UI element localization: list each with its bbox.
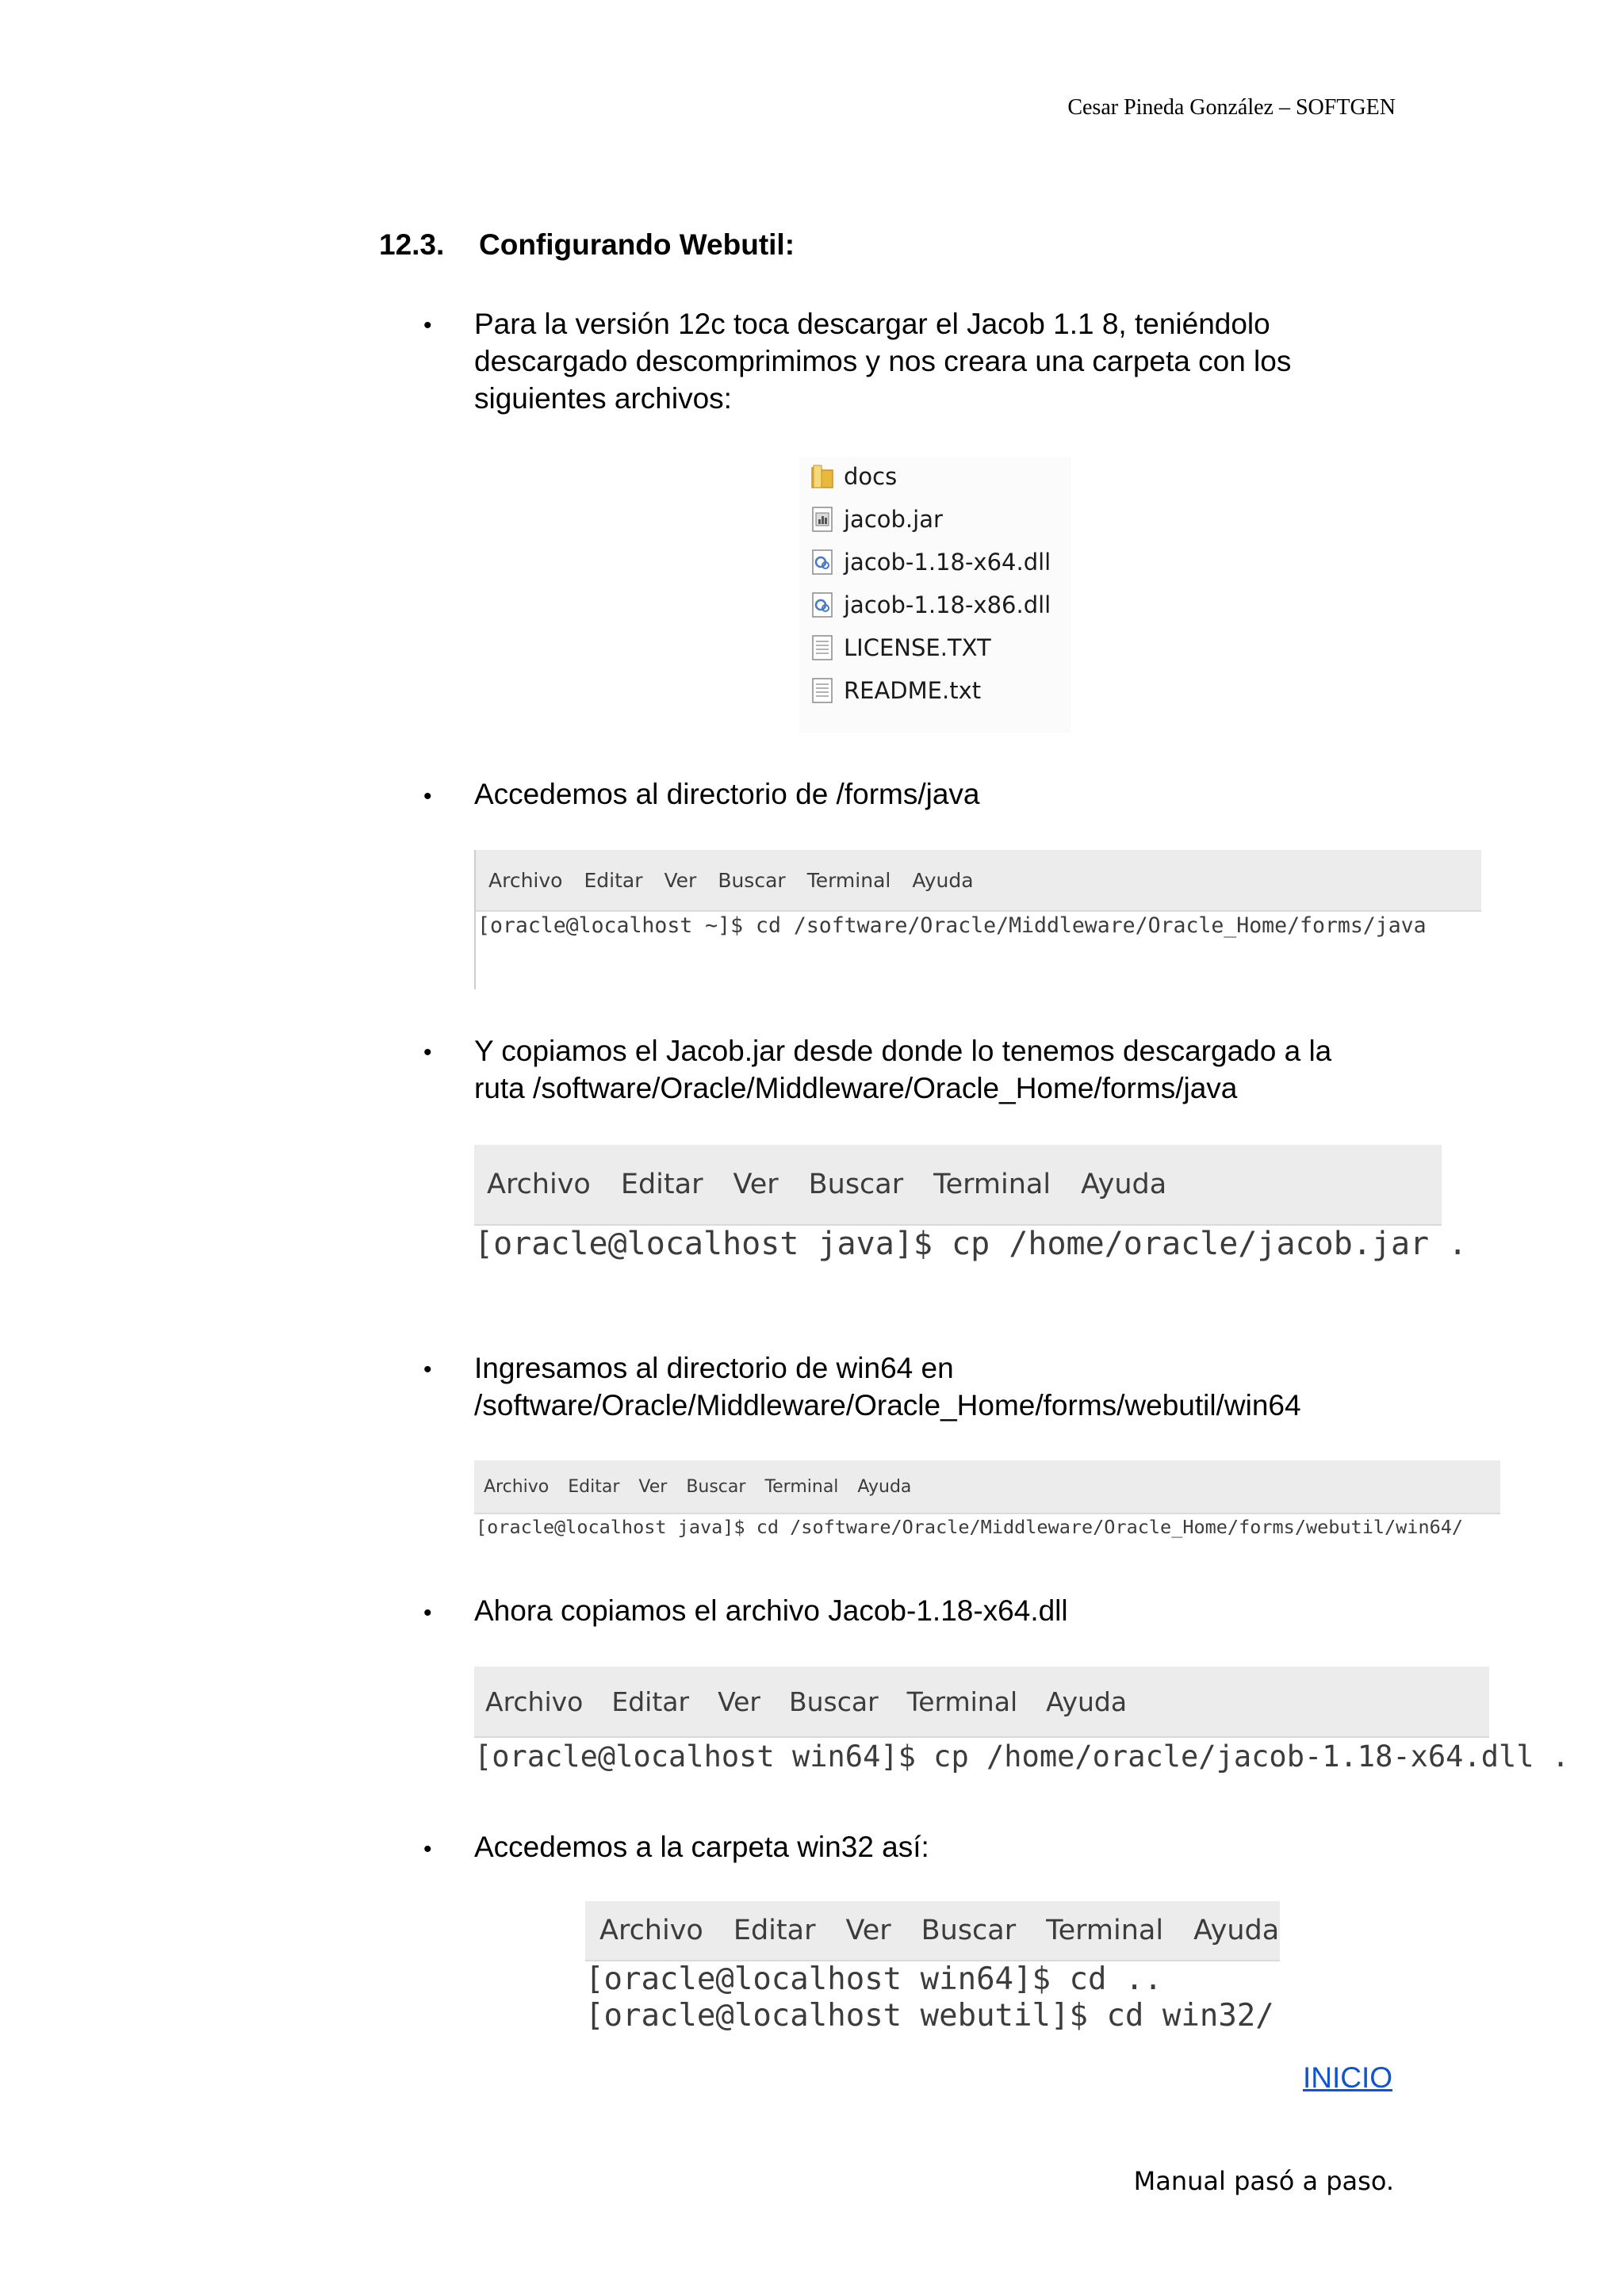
section-number: 12.3. bbox=[379, 228, 445, 261]
bullet-line: descargado descomprimimos y nos creara una carpeta con los bbox=[474, 345, 1292, 377]
jacob-folder-listing bbox=[799, 457, 1071, 733]
terminal-screenshot-cp-dll bbox=[474, 1667, 1570, 1785]
bullet-text-download-jacob bbox=[474, 305, 1426, 417]
bullet-marker: • bbox=[423, 1357, 432, 1383]
inicio-link[interactable]: INICIO bbox=[1302, 2061, 1392, 2094]
terminal-screenshot-cd-win32 bbox=[585, 1901, 1280, 2038]
bullet-marker: • bbox=[423, 1600, 432, 1626]
terminal-command-line: [oracle@localhost webutil]$ cd win32/ bbox=[585, 1998, 1274, 2034]
bullet-line: Para la versión 12c toca descargar el Jacob 1.1 8, teniéndolo bbox=[474, 308, 1270, 340]
file-name: jacob-1.18-x64.dll bbox=[844, 549, 1051, 576]
bullet-line: ruta /software/Oracle/Middleware/Oracle_Home/forms/java bbox=[474, 1072, 1238, 1104]
file-name: docs bbox=[844, 463, 898, 490]
menu-ayuda: Ayuda bbox=[1046, 1686, 1128, 1717]
menu-archivo: Archivo bbox=[488, 868, 563, 892]
bullet-text-copy-dll bbox=[474, 1592, 1426, 1629]
menu-ayuda: Ayuda bbox=[1081, 1169, 1167, 1200]
bullet-marker: • bbox=[423, 1039, 432, 1066]
menu-buscar: Buscar bbox=[788, 1686, 879, 1717]
menu-archivo: Archivo bbox=[485, 1686, 584, 1717]
menu-editar: Editar bbox=[611, 1686, 690, 1717]
bullet-text-access-win32 bbox=[474, 1828, 1426, 1866]
file-name: jacob.jar bbox=[844, 506, 943, 533]
jar-file-icon bbox=[810, 504, 834, 534]
file-row-jacob-x64-dll bbox=[810, 542, 1051, 582]
file-name: jacob-1.18-x86.dll bbox=[844, 591, 1051, 618]
menu-ayuda: Ayuda bbox=[1193, 1915, 1280, 1946]
terminal-menu-bar bbox=[476, 850, 1481, 912]
menu-terminal: Terminal bbox=[906, 1686, 1018, 1717]
menu-terminal: Terminal bbox=[933, 1169, 1051, 1200]
menu-archivo: Archivo bbox=[599, 1915, 703, 1946]
bullet-text-copy-jacob-jar bbox=[474, 1032, 1426, 1107]
section-title: Configurando Webutil: bbox=[479, 228, 795, 261]
file-row-license bbox=[810, 628, 991, 668]
menu-terminal: Terminal bbox=[764, 1476, 839, 1497]
menu-buscar: Buscar bbox=[921, 1915, 1017, 1946]
menu-buscar: Buscar bbox=[686, 1476, 746, 1497]
bullet-marker: • bbox=[423, 783, 432, 809]
bullet-text-enter-win64 bbox=[474, 1349, 1426, 1424]
section-heading bbox=[379, 228, 795, 262]
bullet-line: Ahora copiamos el archivo Jacob-1.18-x64.dll bbox=[474, 1594, 1068, 1627]
file-row-jacob-x86-dll bbox=[810, 585, 1051, 625]
terminal-command-line: [oracle@localhost win64]$ cd .. bbox=[585, 1961, 1162, 1997]
terminal-command-line: [oracle@localhost java]$ cp /home/oracle/jacob.jar . bbox=[474, 1226, 1468, 1262]
bullet-line: Ingresamos al directorio de win64 en bbox=[474, 1352, 954, 1384]
menu-ayuda: Ayuda bbox=[857, 1476, 912, 1497]
dll-file-icon bbox=[810, 590, 834, 620]
menu-editar: Editar bbox=[733, 1915, 816, 1946]
menu-terminal: Terminal bbox=[1046, 1915, 1164, 1946]
menu-editar: Editar bbox=[620, 1169, 703, 1200]
bullet-marker: • bbox=[423, 312, 432, 339]
terminal-screenshot-cp-jacob-jar bbox=[474, 1145, 1468, 1272]
file-name: README.txt bbox=[844, 677, 982, 704]
menu-buscar: Buscar bbox=[808, 1169, 904, 1200]
menu-archivo: Archivo bbox=[487, 1169, 591, 1200]
menu-ver: Ver bbox=[845, 1915, 891, 1946]
file-name: LICENSE.TXT bbox=[844, 634, 991, 661]
text-file-icon bbox=[810, 633, 834, 663]
terminal-command-line: [oracle@localhost ~]$ cd /software/Oracle/Middleware/Oracle_Home/forms/java bbox=[477, 913, 1427, 938]
menu-editar: Editar bbox=[584, 868, 643, 892]
file-row-docs bbox=[810, 457, 897, 496]
terminal-screenshot-cd-java bbox=[474, 850, 1481, 989]
menu-editar: Editar bbox=[568, 1476, 620, 1497]
terminal-command-line: [oracle@localhost win64]$ cp /home/oracle/jacob-1.18-x64.dll . bbox=[474, 1739, 1570, 1774]
text-file-icon bbox=[810, 675, 834, 706]
menu-terminal: Terminal bbox=[806, 868, 891, 892]
menu-ver: Ver bbox=[718, 1686, 760, 1717]
terminal-menu-bar bbox=[474, 1145, 1442, 1226]
bullet-line: Y copiamos el Jacob.jar desde donde lo tenemos descargado a la bbox=[474, 1035, 1332, 1067]
terminal-menu-bar bbox=[474, 1667, 1489, 1738]
menu-archivo: Archivo bbox=[484, 1476, 550, 1497]
bullet-text-access-java-dir bbox=[474, 775, 1426, 813]
file-row-readme bbox=[810, 671, 981, 710]
menu-ver: Ver bbox=[664, 868, 697, 892]
page-footer: Manual pasó a paso. bbox=[1133, 2166, 1394, 2196]
folder-icon bbox=[810, 461, 834, 492]
terminal-command-line: [oracle@localhost java]$ cd /software/Oracle/Middleware/Oracle_Home/forms/webutil/win64/ bbox=[476, 1516, 1464, 1538]
bullet-line: Accedemos a la carpeta win32 así: bbox=[474, 1831, 929, 1863]
terminal-screenshot-cd-win64 bbox=[474, 1460, 1500, 1548]
page-header: Cesar Pineda González – SOFTGEN bbox=[1067, 95, 1396, 120]
bullet-marker: • bbox=[423, 1836, 432, 1862]
menu-ver: Ver bbox=[638, 1476, 668, 1497]
menu-ayuda: Ayuda bbox=[912, 868, 974, 892]
bullet-line: Accedemos al directorio de /forms/java bbox=[474, 778, 980, 810]
dll-file-icon bbox=[810, 547, 834, 577]
menu-buscar: Buscar bbox=[718, 868, 786, 892]
bullet-line: siguientes archivos: bbox=[474, 382, 732, 415]
bullet-line: /software/Oracle/Middleware/Oracle_Home/forms/webutil/win64 bbox=[474, 1389, 1301, 1422]
terminal-menu-bar bbox=[474, 1460, 1500, 1514]
menu-ver: Ver bbox=[733, 1169, 779, 1200]
terminal-menu-bar bbox=[585, 1901, 1280, 1961]
file-row-jacob-jar bbox=[810, 499, 943, 539]
